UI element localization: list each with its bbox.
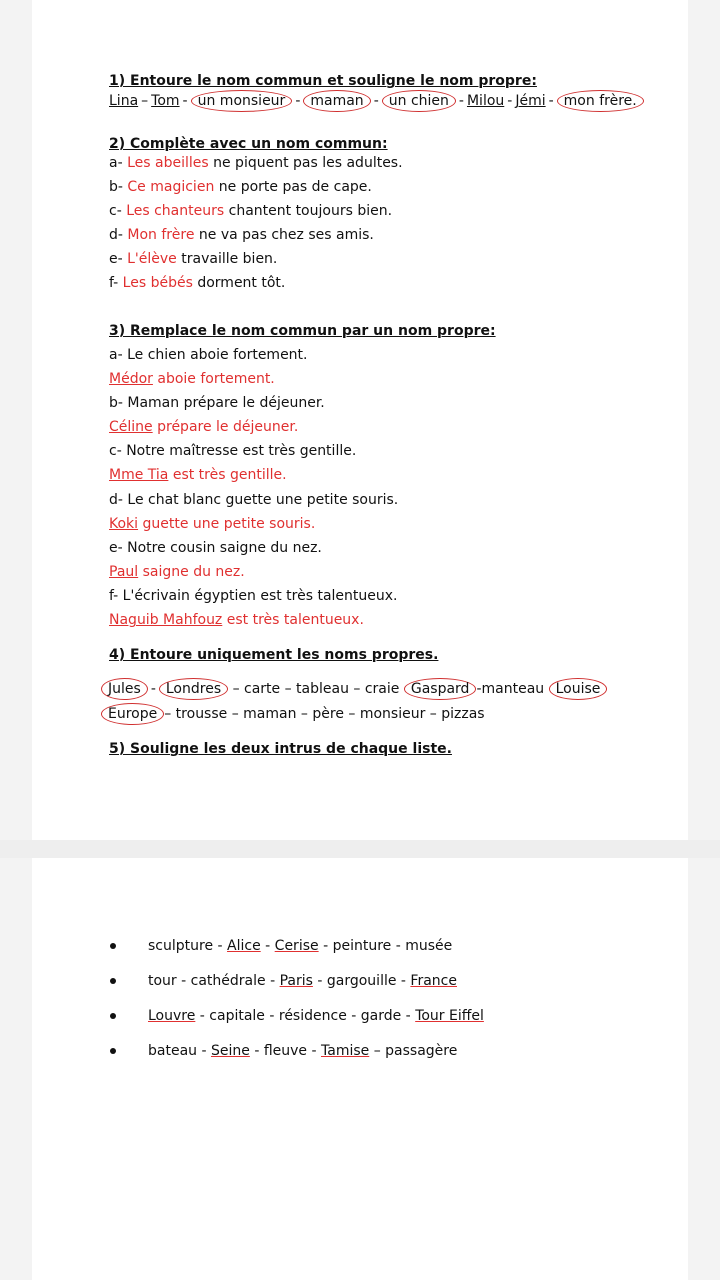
bullet <box>110 978 116 984</box>
ex3-answer: Céline prépare le déjeuner. <box>109 419 299 435</box>
ex3-answer: Médor aboie fortement. <box>109 371 275 387</box>
ex5-list: sculpture - Alice - Cerise - peinture - musée <box>148 938 453 954</box>
ex3-question: c- Notre maîtresse est très gentille. <box>109 443 357 459</box>
ex4-circled: Gaspard <box>404 678 477 700</box>
ex5-title: 5) Souligne les deux intrus de chaque liste. <box>109 741 452 757</box>
ex1-item: Jémi <box>515 93 546 109</box>
ex2-line: c- Les chanteurs chantent toujours bien. <box>109 203 393 219</box>
ex5-list: bateau - Seine - fleuve - Tamise – passagère <box>148 1043 458 1059</box>
ex1-item-circled: un chien <box>382 90 456 112</box>
ex1-items: Lina – Tom - un monsieur - maman - un chien - Milou - Jémi - mon frère. <box>109 90 644 112</box>
ex1-item-circled: maman <box>303 90 370 112</box>
ex4-title: 4) Entoure uniquement les noms propres. <box>109 647 439 663</box>
ex2-line: a- Les abeilles ne piquent pas les adultes. <box>109 155 403 171</box>
page-separator <box>0 840 720 858</box>
ex2-title: 2) Complète avec un nom commun: <box>109 136 388 152</box>
ex1-item: Lina <box>109 93 139 109</box>
ex4-circled: Europe <box>101 703 164 725</box>
bullet <box>110 943 116 949</box>
ex1-title: 1) Entoure le nom commun et souligne le nom propre: <box>109 73 537 89</box>
ex4-circled: Londres <box>159 678 228 700</box>
ex3-question: d- Le chat blanc guette une petite souris. <box>109 492 399 508</box>
ex4-circled: Louise <box>549 678 608 700</box>
ex1-item: Tom <box>151 93 180 109</box>
ex3-answer: Koki guette une petite souris. <box>109 516 316 532</box>
ex3-question: f- L'écrivain égyptien est très talentueux. <box>109 588 398 604</box>
ex3-title: 3) Remplace le nom commun par un nom propre: <box>109 323 496 339</box>
ex1-item: Milou <box>466 93 505 109</box>
ex3-question: b- Maman prépare le déjeuner. <box>109 395 325 411</box>
ex3-question: a- Le chien aboie fortement. <box>109 347 308 363</box>
ex3-answer: Paul saigne du nez. <box>109 564 245 580</box>
ex4-line-1: Jules - Londres – carte – tableau – craie Gaspard -manteau Louise <box>101 678 607 700</box>
ex3-answer: Naguib Mahfouz est très talentueux. <box>109 612 364 628</box>
ex4-circled: Jules <box>101 678 148 700</box>
bullet <box>110 1013 116 1019</box>
ex1-item-circled: un monsieur <box>191 90 293 112</box>
ex3-question: e- Notre cousin saigne du nez. <box>109 540 322 556</box>
ex4-line-2: Europe – trousse – maman – père – monsieur – pizzas <box>101 703 485 725</box>
worksheet-page-2 <box>32 858 688 1280</box>
ex1-item-circled: mon frère. <box>557 90 644 112</box>
ex3-answer: Mme Tia est très gentille. <box>109 467 287 483</box>
bullet <box>110 1048 116 1054</box>
ex2-line: d- Mon frère ne va pas chez ses amis. <box>109 227 374 243</box>
ex2-line: b- Ce magicien ne porte pas de cape. <box>109 179 372 195</box>
ex5-list: tour - cathédrale - Paris - gargouille - France <box>148 973 457 989</box>
ex2-line: e- L'élève travaille bien. <box>109 251 278 267</box>
ex5-list: Louvre - capitale - résidence - garde - Tour Eiffel <box>148 1008 484 1024</box>
ex2-line: f- Les bébés dorment tôt. <box>109 275 286 291</box>
